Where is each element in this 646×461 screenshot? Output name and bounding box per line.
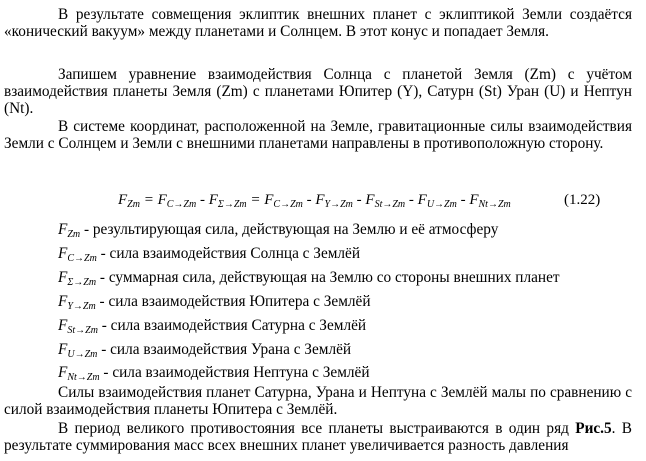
formula-term: - F — [302, 192, 325, 208]
definition-symbol: F — [58, 245, 68, 262]
formula-subscript: Y→Zm — [324, 199, 353, 210]
definition-text: - сила взаимодействия Урана с Землёй — [97, 341, 352, 358]
definition-text: - сила взаимодействия Сатурна с Землёй — [97, 317, 367, 334]
formula-term: = F — [246, 192, 274, 208]
definition-subscript: C→Zm — [67, 253, 97, 264]
definition-symbol: F — [58, 317, 68, 334]
paragraph-text: В период великого противостояния все планеты выстраиваются в один ряд — [58, 420, 576, 437]
definition-subscript: Zm — [67, 229, 81, 240]
definition-symbol: F — [58, 293, 68, 310]
definition-symbol: F — [58, 364, 68, 381]
definition-text: - сила взаимодействия Нептуна с Землёй — [99, 364, 370, 381]
definition-subscript: Y→Zm — [67, 301, 96, 312]
formula-term: = F — [139, 192, 167, 208]
formula-subscript: Nt→Zm — [478, 199, 511, 210]
definition-item — [58, 364, 370, 383]
definition-symbol: F — [58, 341, 68, 358]
definition-subscript: Nt→Zm — [67, 372, 100, 383]
formula-term: - F — [405, 192, 427, 208]
formula-subscript: C→Zm — [166, 199, 197, 210]
paragraph-text: . В результате суммирования масс всех внешних планет увеличивается разность давления — [4, 420, 632, 454]
definition-symbol: F — [58, 269, 68, 286]
definition-item — [58, 269, 560, 288]
formula-term: - F — [352, 192, 375, 208]
paragraph-eclipse-vacuum: В результате совмещения эклиптик внешних планет с эклиптикой Земли создаётся «конический вакуум» между планетами и Солнцем. В этот конус и попадает Земля. — [4, 6, 632, 40]
definition-text: - сила взаимодействия Юпитера с Землёй — [95, 293, 371, 310]
definition-subscript: St→Zm — [67, 325, 98, 336]
definition-item — [58, 341, 351, 360]
definition-item — [58, 317, 366, 336]
equation-1-22 — [118, 192, 618, 210]
formula-subscript: U→Zm — [426, 199, 457, 210]
definition-item — [58, 245, 360, 264]
definition-item — [58, 293, 371, 312]
formula-term: - F — [456, 192, 479, 208]
paragraph-equation-intro: Запишем уравнение взаимодействия Солнца с планетой Земля (Zm) с учётом взаимодействия планеты Земля (Zm) с планетами Юпитер (Y), Сатурн (St) Уран (U) и Нептун (Nt). — [4, 66, 632, 117]
paragraph-great-opposition — [4, 420, 632, 454]
paragraph-coordinate-system: В системе координат, расположенной на Земле, гравитационные силы взаимодействия Земли с Солнцем и Земли с внешними планетами направлены в противоположную сторону. — [4, 118, 632, 152]
formula-term: - F — [196, 192, 218, 208]
formula-subscript: C→Zm — [273, 199, 303, 210]
equation-number: (1.22) — [564, 192, 601, 208]
definition-item — [58, 221, 498, 240]
definition-subscript: U→Zm — [67, 349, 98, 360]
definition-symbol: F — [58, 221, 68, 238]
definition-text: - результирующая сила, действующая на Землю и её атмосферу — [80, 221, 499, 238]
figure-reference: Рис.5 — [575, 420, 612, 437]
formula-subscript: Zm — [127, 199, 140, 210]
formula-symbol: F — [118, 192, 128, 208]
definition-text: - сила взаимодействия Солнца с Землёй — [96, 245, 361, 262]
formula-subscript: St→Zm — [374, 199, 406, 210]
formula-subscript: Σ→Zm — [217, 199, 247, 210]
definition-text: - суммарная сила, действующая на Землю со стороны внешних планет — [96, 269, 560, 286]
definition-subscript: Σ→Zm — [67, 277, 97, 288]
paragraph-forces-comparison: Силы взаимодействия планет Сатурна, Урана и Нептуна с Землёй малы по сравнению с силой взаимодействия планеты Юпитера с Землёй. — [4, 384, 632, 418]
